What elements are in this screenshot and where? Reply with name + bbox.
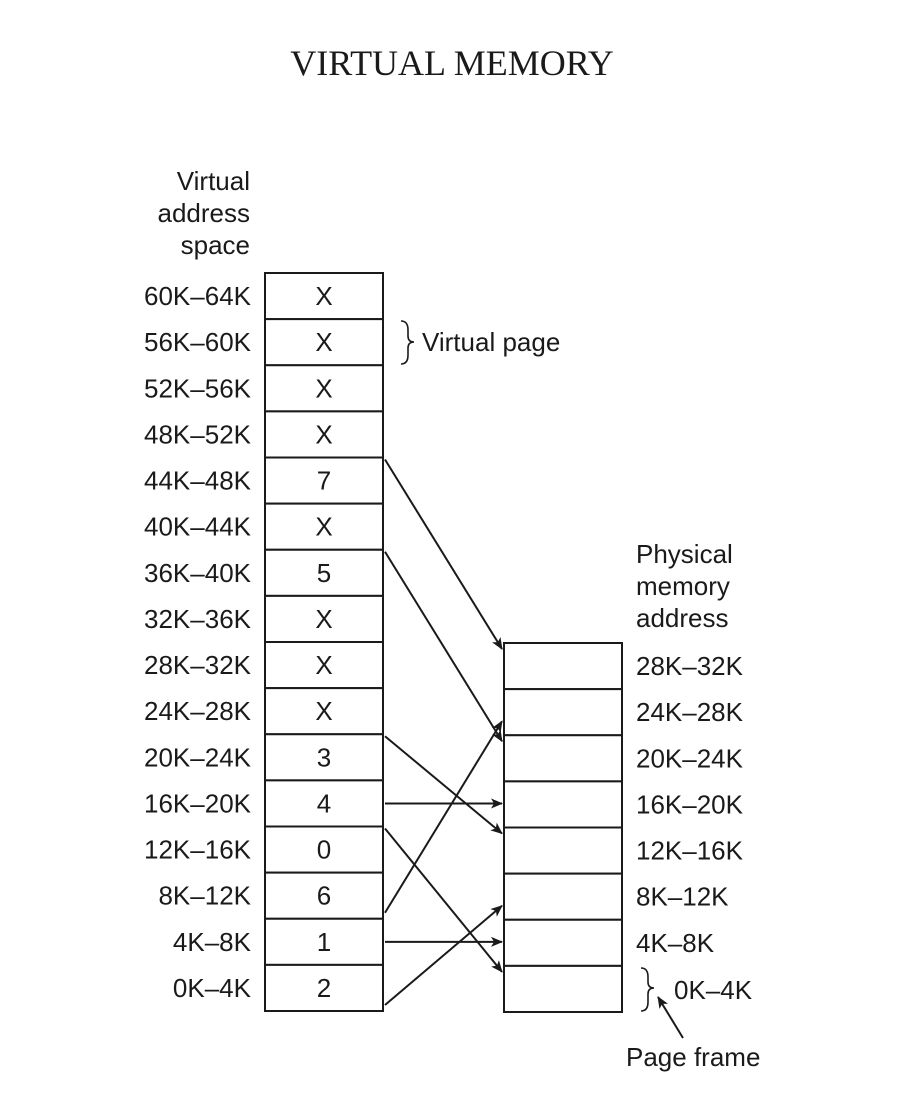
virtual-page-value: X (315, 281, 333, 312)
virtual-header-line-3: space (180, 230, 250, 260)
mapping-arrow (385, 460, 502, 650)
physical-range-label: 24K–28K (636, 697, 743, 728)
physical-memory-table (504, 643, 744, 1012)
virtual-range-label: 8K–12K (158, 880, 251, 911)
virtual-range-label: 60K–64K (144, 281, 251, 312)
physical-header-line-2: memory (636, 571, 730, 601)
virtual-range-label: 12K–16K (144, 834, 251, 865)
virtual-page-value: 3 (316, 742, 332, 773)
virtual-page-value: 1 (316, 926, 332, 957)
virtual-page-brace (401, 321, 414, 364)
virtual-range-label: 48K–52K (144, 419, 251, 450)
virtual-page-value: X (315, 511, 333, 542)
physical-frame-cell (504, 689, 622, 735)
virtual-range-label: 56K–60K (144, 327, 251, 358)
physical-range-label: 16K–20K (636, 789, 743, 820)
virtual-header-line-2: address (157, 198, 250, 228)
virtual-address-table (144, 273, 383, 1011)
physical-range-label: 28K–32K (636, 651, 743, 682)
virtual-page-value: 5 (316, 557, 332, 588)
virtual-range-label: 16K–20K (144, 788, 251, 819)
virtual-page-label: Virtual page (422, 327, 561, 357)
virtual-range-label: 40K–44K (144, 511, 251, 542)
physical-range-label: 12K–16K (636, 835, 743, 866)
physical-frame-cell (504, 874, 622, 920)
virtual-page-value: X (315, 373, 333, 404)
virtual-range-label: 32K–36K (144, 603, 251, 634)
physical-range-label: 20K–24K (636, 743, 743, 774)
mapping-arrow (385, 906, 502, 1005)
physical-frame-cell (504, 828, 622, 874)
virtual-range-label: 0K–4K (172, 972, 251, 1003)
virtual-page-value: 4 (316, 788, 332, 819)
page-frame-brace (641, 968, 654, 1011)
page-mapping-arrows (385, 460, 502, 1006)
virtual-header-line-1: Virtual (176, 166, 250, 196)
virtual-range-label: 36K–40K (144, 557, 251, 588)
virtual-page-value: 6 (316, 880, 332, 911)
physical-frame-cell (504, 735, 622, 781)
virtual-page-value: X (315, 327, 333, 358)
physical-frame-cell (504, 920, 622, 966)
virtual-page-value: 0 (316, 834, 332, 865)
physical-frame-cell (504, 781, 622, 827)
diagram-title: VIRTUAL MEMORY (290, 43, 614, 83)
virtual-page-value: X (315, 696, 333, 727)
physical-range-label: 4K–8K (636, 927, 715, 958)
physical-range-label: 8K–12K (636, 881, 729, 912)
virtual-page-value: X (315, 650, 333, 681)
physical-range-label-0k-4k: 0K–4K (674, 975, 753, 1005)
virtual-page-value: X (315, 603, 333, 634)
virtual-page-value: X (315, 419, 333, 450)
virtual-range-label: 4K–8K (172, 926, 251, 957)
mapping-arrow (385, 829, 502, 972)
physical-frame-cell (504, 643, 622, 689)
virtual-range-label: 44K–48K (144, 465, 251, 496)
virtual-range-label: 52K–56K (144, 373, 251, 404)
page-frame-label: Page frame (626, 1042, 761, 1072)
virtual-page-value: 2 (316, 972, 332, 1003)
virtual-range-label: 20K–24K (144, 742, 251, 773)
virtual-range-label: 28K–32K (144, 650, 251, 681)
physical-header-line-3: address (636, 603, 729, 633)
virtual-page-value: 7 (316, 465, 332, 496)
physical-frame-cell (504, 966, 622, 1012)
virtual-range-label: 24K–28K (144, 696, 251, 727)
mapping-arrow (385, 552, 502, 742)
physical-header-line-1: Physical (636, 539, 733, 569)
